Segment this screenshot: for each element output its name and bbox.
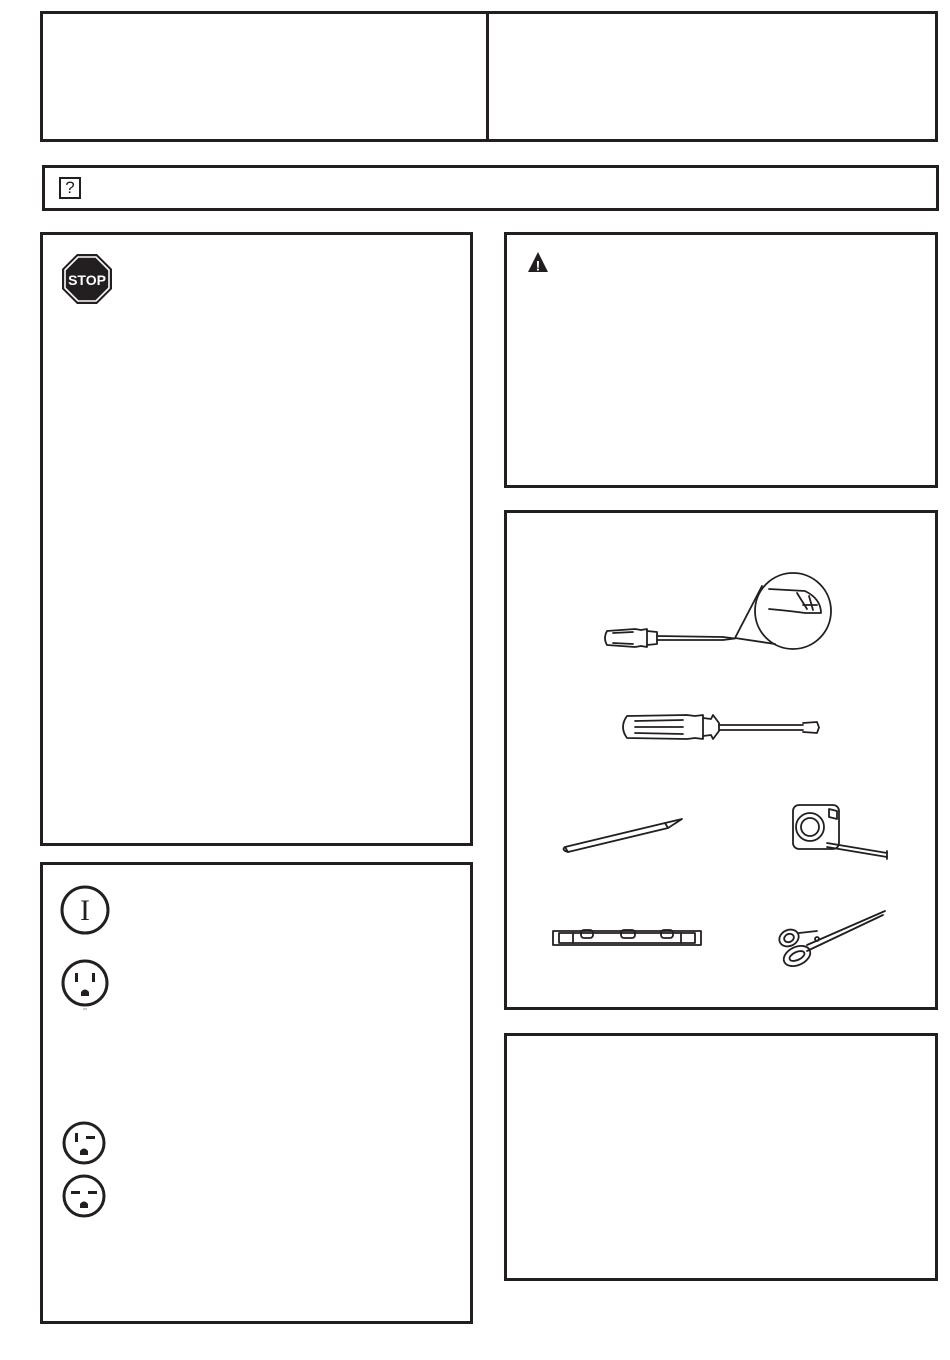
- phillips-screwdriver-icon: [605, 573, 831, 649]
- outlet-20a-icon: [61, 1120, 107, 1166]
- notes-panel: [504, 1033, 938, 1281]
- flat-blade-screwdriver-icon: [623, 715, 819, 739]
- stop-sign-text: STOP: [68, 272, 106, 288]
- grounded-outlet-icon: [59, 957, 111, 1013]
- warning-triangle-icon: [527, 251, 549, 273]
- stop-sign-icon: [61, 253, 113, 305]
- header-left-box: [40, 11, 489, 142]
- tools-illustration: [507, 513, 935, 1007]
- electrical-panel: [40, 862, 473, 1324]
- level-icon: [553, 930, 701, 945]
- pencil-icon: [564, 819, 682, 852]
- scissors-icon: [777, 911, 885, 970]
- header-right-box: [486, 11, 938, 142]
- question-bar: [42, 165, 939, 211]
- info-icon-letter: I: [80, 894, 90, 927]
- info-icon: [58, 884, 114, 936]
- warning-symbol: !: [535, 257, 541, 273]
- tape-measure-icon: [793, 805, 887, 859]
- stop-panel: [40, 232, 473, 846]
- tools-panel: [504, 510, 938, 1010]
- warning-panel: [504, 232, 938, 488]
- question-icon: ?: [59, 177, 81, 199]
- outlet-250v-icon: [61, 1173, 107, 1219]
